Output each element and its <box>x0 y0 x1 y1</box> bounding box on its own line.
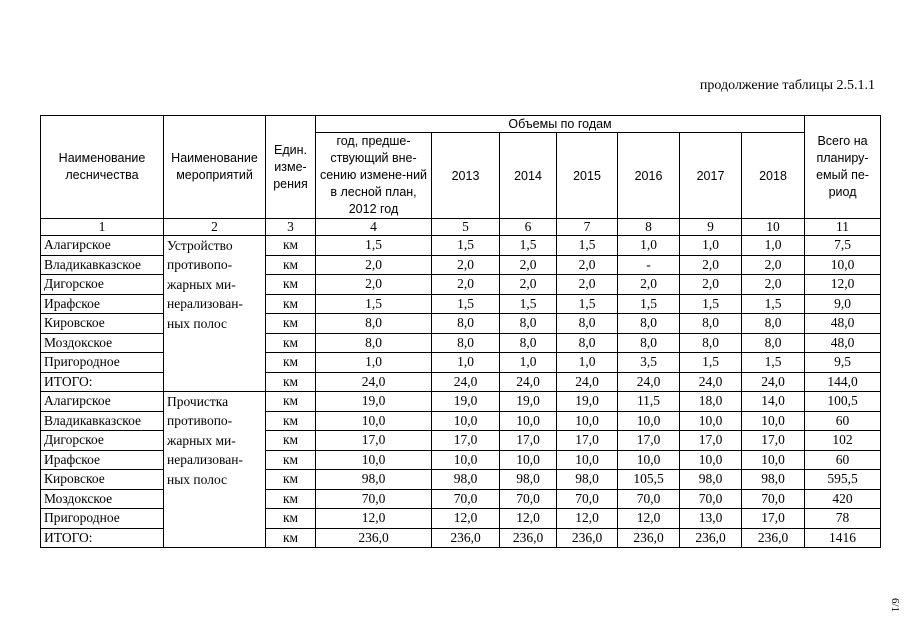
volume-value-cell: 1,5 <box>680 353 742 373</box>
volume-value-cell: 10,0 <box>742 411 805 431</box>
activity-name-cell: Устройство противопо-жарных ми-нерализован-ных полос <box>164 236 266 392</box>
header-year: 2015 <box>557 133 618 219</box>
total-value-cell: 60 <box>805 411 881 431</box>
volume-value-cell: 12,0 <box>618 509 680 529</box>
forestry-name-cell: Моздокское <box>41 333 164 353</box>
volume-value-cell: 98,0 <box>557 470 618 490</box>
volume-value-cell: 1,5 <box>316 294 432 314</box>
forestry-name-cell: Владикавказское <box>41 255 164 275</box>
forestry-name-cell: ИТОГО: <box>41 528 164 548</box>
volume-value-cell: 1,5 <box>618 294 680 314</box>
volume-value-cell: - <box>618 255 680 275</box>
volume-value-cell: 10,0 <box>432 411 500 431</box>
total-value-cell: 12,0 <box>805 275 881 295</box>
volume-value-cell: 8,0 <box>432 333 500 353</box>
volume-value-cell: 2,0 <box>500 255 557 275</box>
forestry-name-cell: Кировское <box>41 470 164 490</box>
volume-value-cell: 8,0 <box>742 333 805 353</box>
volume-value-cell: 1,5 <box>432 294 500 314</box>
table-caption: продолжение таблицы 2.5.1.1 <box>699 78 875 93</box>
unit-cell: км <box>266 353 316 373</box>
forestry-name-cell: Кировское <box>41 314 164 334</box>
volume-value-cell: 10,0 <box>557 450 618 470</box>
total-value-cell: 144,0 <box>805 372 881 392</box>
volume-value-cell: 1,5 <box>500 236 557 256</box>
forestry-name-cell: Дигорское <box>41 275 164 295</box>
header-measures: Наименование мероприятий <box>164 116 266 219</box>
volume-value-cell: 10,0 <box>680 450 742 470</box>
volume-value-cell: 236,0 <box>680 528 742 548</box>
volume-value-cell: 1,5 <box>316 236 432 256</box>
volume-value-cell: 3,5 <box>618 353 680 373</box>
volume-value-cell: 2,0 <box>618 275 680 295</box>
volume-value-cell: 8,0 <box>557 333 618 353</box>
volume-value-cell: 1,5 <box>557 236 618 256</box>
volume-value-cell: 2,0 <box>557 275 618 295</box>
header-year: 2013 <box>432 133 500 219</box>
volume-value-cell: 24,0 <box>742 372 805 392</box>
header-year: 2014 <box>500 133 557 219</box>
unit-cell: км <box>266 333 316 353</box>
volume-value-cell: 1,5 <box>680 294 742 314</box>
volume-value-cell: 70,0 <box>618 489 680 509</box>
volume-value-cell: 1,5 <box>432 236 500 256</box>
volume-value-cell: 8,0 <box>500 333 557 353</box>
volume-value-cell: 70,0 <box>500 489 557 509</box>
forestry-name-cell: Моздокское <box>41 489 164 509</box>
column-number: 10 <box>742 219 805 236</box>
volume-value-cell: 8,0 <box>618 333 680 353</box>
forestry-name-cell: Алагирское <box>41 392 164 412</box>
volume-value-cell: 17,0 <box>316 431 432 451</box>
unit-cell: км <box>266 431 316 451</box>
header-prev-year: год, предше-ствующий вне-сению измене-ний в лесной план, 2012 год <box>316 133 432 219</box>
volume-value-cell: 10,0 <box>316 411 432 431</box>
volume-value-cell: 1,0 <box>432 353 500 373</box>
unit-cell: км <box>266 470 316 490</box>
volume-value-cell: 2,0 <box>742 255 805 275</box>
volume-value-cell: 8,0 <box>316 333 432 353</box>
volume-value-cell: 18,0 <box>680 392 742 412</box>
volume-value-cell: 70,0 <box>432 489 500 509</box>
volume-value-cell: 8,0 <box>680 333 742 353</box>
volume-value-cell: 17,0 <box>432 431 500 451</box>
volume-value-cell: 2,0 <box>742 275 805 295</box>
volume-value-cell: 17,0 <box>500 431 557 451</box>
forest-plan-table <box>40 115 881 548</box>
volume-value-cell: 70,0 <box>557 489 618 509</box>
volume-value-cell: 17,0 <box>680 431 742 451</box>
column-number: 7 <box>557 219 618 236</box>
volume-value-cell: 1,0 <box>316 353 432 373</box>
volume-value-cell: 98,0 <box>432 470 500 490</box>
volume-value-cell: 1,5 <box>500 294 557 314</box>
total-value-cell: 60 <box>805 450 881 470</box>
volume-value-cell: 1,0 <box>680 236 742 256</box>
volume-value-cell: 24,0 <box>500 372 557 392</box>
volume-value-cell: 24,0 <box>618 372 680 392</box>
volume-value-cell: 13,0 <box>680 509 742 529</box>
volume-value-cell: 10,0 <box>500 450 557 470</box>
header-volumes-by-years: Объемы по годам <box>316 116 805 133</box>
volume-value-cell: 8,0 <box>742 314 805 334</box>
volume-value-cell: 98,0 <box>500 470 557 490</box>
activity-name-cell: Прочистка противопо-жарных ми-нерализован-ных полос <box>164 392 266 548</box>
volume-value-cell: 236,0 <box>432 528 500 548</box>
volume-value-cell: 10,0 <box>742 450 805 470</box>
forestry-name-cell: Владикавказское <box>41 411 164 431</box>
table-body <box>41 236 881 548</box>
volume-value-cell: 12,0 <box>432 509 500 529</box>
total-value-cell: 9,0 <box>805 294 881 314</box>
column-number: 11 <box>805 219 881 236</box>
total-value-cell: 100,5 <box>805 392 881 412</box>
forestry-name-cell: Пригородное <box>41 353 164 373</box>
volume-value-cell: 1,5 <box>557 294 618 314</box>
header-year: 2017 <box>680 133 742 219</box>
volume-value-cell: 8,0 <box>316 314 432 334</box>
volume-value-cell: 70,0 <box>316 489 432 509</box>
volume-value-cell: 98,0 <box>742 470 805 490</box>
volume-value-cell: 10,0 <box>432 450 500 470</box>
volume-value-cell: 70,0 <box>680 489 742 509</box>
volume-value-cell: 8,0 <box>557 314 618 334</box>
column-numbers-row <box>41 219 881 236</box>
total-value-cell: 1416 <box>805 528 881 548</box>
volume-value-cell: 24,0 <box>316 372 432 392</box>
total-value-cell: 102 <box>805 431 881 451</box>
unit-cell: км <box>266 450 316 470</box>
table-row <box>41 236 881 256</box>
volume-value-cell: 17,0 <box>742 509 805 529</box>
unit-cell: км <box>266 411 316 431</box>
volume-value-cell: 17,0 <box>618 431 680 451</box>
volume-value-cell: 1,5 <box>742 353 805 373</box>
table-row <box>41 392 881 412</box>
unit-cell: км <box>266 294 316 314</box>
volume-value-cell: 11,5 <box>618 392 680 412</box>
column-number: 2 <box>164 219 266 236</box>
volume-value-cell: 17,0 <box>742 431 805 451</box>
unit-cell: км <box>266 255 316 275</box>
volume-value-cell: 70,0 <box>742 489 805 509</box>
total-value-cell: 420 <box>805 489 881 509</box>
header-year: 2018 <box>742 133 805 219</box>
unit-cell: км <box>266 489 316 509</box>
volume-value-cell: 2,0 <box>316 275 432 295</box>
header-total: Всего на планиру-емый пе-риод <box>805 116 881 219</box>
forestry-name-cell: Алагирское <box>41 236 164 256</box>
volume-value-cell: 14,0 <box>742 392 805 412</box>
volume-value-cell: 2,0 <box>432 255 500 275</box>
total-value-cell: 78 <box>805 509 881 529</box>
volume-value-cell: 1,0 <box>618 236 680 256</box>
volume-value-cell: 1,0 <box>557 353 618 373</box>
column-number: 6 <box>500 219 557 236</box>
volume-value-cell: 24,0 <box>680 372 742 392</box>
column-number: 3 <box>266 219 316 236</box>
page-number: 6/1 <box>889 597 901 612</box>
volume-value-cell: 98,0 <box>316 470 432 490</box>
volume-value-cell: 1,5 <box>742 294 805 314</box>
volume-value-cell: 236,0 <box>316 528 432 548</box>
header-year: 2016 <box>618 133 680 219</box>
volume-value-cell: 10,0 <box>500 411 557 431</box>
volume-value-cell: 2,0 <box>316 255 432 275</box>
volume-value-cell: 12,0 <box>557 509 618 529</box>
unit-cell: км <box>266 314 316 334</box>
volume-value-cell: 2,0 <box>557 255 618 275</box>
volume-value-cell: 17,0 <box>557 431 618 451</box>
volume-value-cell: 12,0 <box>316 509 432 529</box>
volume-value-cell: 236,0 <box>618 528 680 548</box>
volume-value-cell: 1,0 <box>500 353 557 373</box>
unit-cell: км <box>266 509 316 529</box>
unit-cell: км <box>266 392 316 412</box>
total-value-cell: 7,5 <box>805 236 881 256</box>
volume-value-cell: 19,0 <box>432 392 500 412</box>
column-number: 1 <box>41 219 164 236</box>
volume-value-cell: 10,0 <box>680 411 742 431</box>
volume-value-cell: 98,0 <box>680 470 742 490</box>
forestry-name-cell: Дигорское <box>41 431 164 451</box>
volume-value-cell: 8,0 <box>618 314 680 334</box>
unit-cell: км <box>266 372 316 392</box>
forestry-name-cell: ИТОГО: <box>41 372 164 392</box>
volume-value-cell: 8,0 <box>432 314 500 334</box>
volume-value-cell: 236,0 <box>557 528 618 548</box>
total-value-cell: 48,0 <box>805 314 881 334</box>
column-number: 5 <box>432 219 500 236</box>
volume-value-cell: 19,0 <box>316 392 432 412</box>
forestry-name-cell: Ирафское <box>41 450 164 470</box>
volume-value-cell: 2,0 <box>680 255 742 275</box>
unit-cell: км <box>266 528 316 548</box>
header-unit: Един. изме-рения <box>266 116 316 219</box>
volume-value-cell: 2,0 <box>680 275 742 295</box>
total-value-cell: 48,0 <box>805 333 881 353</box>
column-number: 9 <box>680 219 742 236</box>
volume-value-cell: 19,0 <box>500 392 557 412</box>
volume-value-cell: 12,0 <box>500 509 557 529</box>
volume-value-cell: 10,0 <box>557 411 618 431</box>
header-forestry: Наименование лесничества <box>41 116 164 219</box>
total-value-cell: 10,0 <box>805 255 881 275</box>
volume-value-cell: 8,0 <box>680 314 742 334</box>
volume-value-cell: 24,0 <box>557 372 618 392</box>
forestry-name-cell: Пригородное <box>41 509 164 529</box>
volume-value-cell: 10,0 <box>618 450 680 470</box>
volume-value-cell: 105,5 <box>618 470 680 490</box>
unit-cell: км <box>266 275 316 295</box>
column-number: 4 <box>316 219 432 236</box>
volume-value-cell: 236,0 <box>742 528 805 548</box>
volume-value-cell: 236,0 <box>500 528 557 548</box>
volume-value-cell: 10,0 <box>316 450 432 470</box>
total-value-cell: 595,5 <box>805 470 881 490</box>
volume-value-cell: 24,0 <box>432 372 500 392</box>
total-value-cell: 9,5 <box>805 353 881 373</box>
unit-cell: км <box>266 236 316 256</box>
forestry-name-cell: Ирафское <box>41 294 164 314</box>
volume-value-cell: 1,0 <box>742 236 805 256</box>
volume-value-cell: 2,0 <box>500 275 557 295</box>
column-number: 8 <box>618 219 680 236</box>
volume-value-cell: 8,0 <box>500 314 557 334</box>
volume-value-cell: 10,0 <box>618 411 680 431</box>
volume-value-cell: 19,0 <box>557 392 618 412</box>
volume-value-cell: 2,0 <box>432 275 500 295</box>
